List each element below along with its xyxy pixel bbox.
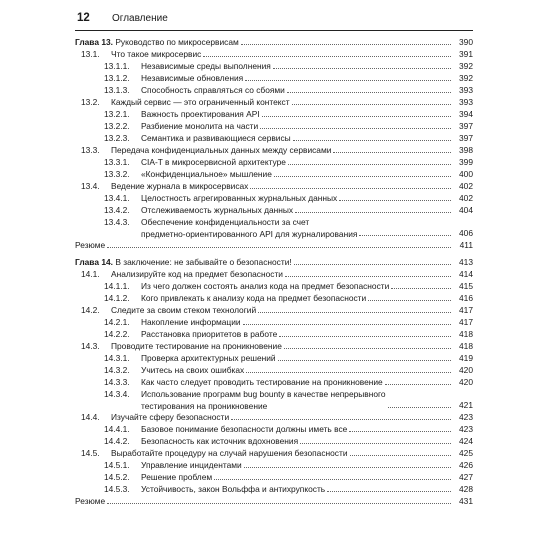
toc-entry-label <box>81 411 229 423</box>
entry-number: 13.1.2. <box>104 73 130 83</box>
toc-entry-sub <box>75 192 473 204</box>
entry-title-line: Важность проектирования API <box>141 109 260 119</box>
entry-title-line: Кого привлекать к анализу кода на предмет безопасности <box>141 293 367 303</box>
entry-title-line-2: тестирования на проникновение <box>141 401 268 411</box>
leader-dots <box>333 152 451 153</box>
entry-number: 14.1. <box>81 269 100 279</box>
toc-entry-sec <box>75 48 473 60</box>
toc-entry-sec <box>75 96 473 108</box>
entry-number: 14.4.1. <box>104 424 130 434</box>
leader-dots <box>385 384 451 385</box>
entry-title-line: Накопление информации <box>141 317 241 327</box>
entry-number: 14.5. <box>81 448 100 458</box>
entry-title <box>141 156 286 168</box>
toc-entry-label <box>104 388 386 412</box>
entry-number: 13.2. <box>81 97 100 107</box>
entry-title <box>141 328 277 340</box>
entry-number: 14.4. <box>81 412 100 422</box>
entry-number: 13.4.3. <box>104 217 130 227</box>
entry-number: 13.3. <box>81 145 100 155</box>
toc-entry-chap <box>75 256 473 268</box>
entry-title-line: Следите за своим стеком технологий <box>111 305 257 315</box>
page-ref: 423 <box>459 424 473 434</box>
toc-entry-sum <box>75 495 473 507</box>
page-ref: 431 <box>459 496 473 506</box>
leader-dots <box>279 336 451 337</box>
entry-number: 14.2.1. <box>104 317 130 327</box>
page-ref: 393 <box>459 85 473 95</box>
toc-entry-sub <box>75 483 473 495</box>
toc-entry-sub <box>75 292 473 304</box>
page-ref: 427 <box>459 472 473 482</box>
entry-number: 14.3. <box>81 341 100 351</box>
running-head: Оглавление <box>112 13 168 24</box>
toc-entry-chap <box>75 36 473 48</box>
entry-number: 14.3.4. <box>104 389 130 399</box>
chapter-label: Глава 13. <box>75 37 113 47</box>
toc-entry-sub <box>75 120 473 132</box>
table-of-contents <box>75 36 473 507</box>
entry-title-line: Резюме <box>75 496 106 506</box>
entry-number: 14.3.3. <box>104 377 130 387</box>
toc-entry-label <box>81 447 348 459</box>
leader-dots <box>284 348 451 349</box>
entry-title-line: «Конфиденциальное» мышление <box>141 169 272 179</box>
entry-title <box>141 72 243 84</box>
entry-title-line: Устойчивость, закон Вольффа и антихрупкость <box>141 484 326 494</box>
page-ref: 391 <box>459 49 473 59</box>
toc-entry-sub <box>75 388 473 411</box>
toc-entry-sec <box>75 340 473 352</box>
leader-dots <box>285 276 451 277</box>
entry-title <box>141 108 260 120</box>
leader-dots <box>258 312 451 313</box>
page-ref: 406 <box>459 228 473 238</box>
entry-title <box>141 192 337 204</box>
entry-title-line: Каждый сервис — это ограниченный контекст <box>111 97 290 107</box>
toc-entry-sum <box>75 239 473 251</box>
entry-number: 14.5.3. <box>104 484 130 494</box>
entry-number: 13.1. <box>81 49 100 59</box>
toc-entry-sub <box>75 364 473 376</box>
toc-entry-sub <box>75 328 473 340</box>
toc-entry-sub <box>75 72 473 84</box>
entry-number: 13.4. <box>81 181 100 191</box>
toc-entry-label <box>104 60 271 72</box>
page-ref: 416 <box>459 293 473 303</box>
page-ref: 421 <box>459 400 473 410</box>
entry-title-line: Целостность агрегированных журнальных данных <box>141 193 338 203</box>
entry-title <box>141 483 325 495</box>
entry-title <box>111 96 290 108</box>
entry-number: 13.2.1. <box>104 109 130 119</box>
page-ref: 404 <box>459 205 473 215</box>
page-ref: 420 <box>459 377 473 387</box>
page-ref: 392 <box>459 73 473 83</box>
entry-title-line: В заключение: не забывайте о безопасности! <box>115 257 292 267</box>
entry-number: 14.5.1. <box>104 460 130 470</box>
page-ref: 426 <box>459 460 473 470</box>
entry-title <box>115 36 238 48</box>
toc-entry-sub <box>75 352 473 364</box>
entry-number: 14.4.2. <box>104 436 130 446</box>
leader-dots <box>214 479 451 480</box>
leader-dots <box>250 188 451 189</box>
entry-title <box>141 132 291 144</box>
toc-entry-label <box>104 132 291 144</box>
toc-entry-sub <box>75 376 473 388</box>
toc-entry-sub <box>75 471 473 483</box>
entry-title <box>141 120 258 132</box>
toc-entry-sec <box>75 304 473 316</box>
toc-entry-sec <box>75 447 473 459</box>
leader-dots <box>246 372 451 373</box>
entry-title <box>111 447 348 459</box>
page-ref: 393 <box>459 97 473 107</box>
leader-dots <box>262 116 451 117</box>
toc-entry-label <box>104 84 285 96</box>
entry-title-line: Использование программ bug bounty в качестве непрерывного <box>141 389 386 399</box>
entry-title <box>111 144 331 156</box>
entry-title <box>141 435 298 447</box>
entry-title <box>141 352 276 364</box>
leader-dots <box>293 140 451 141</box>
toc-entry-label <box>75 239 105 251</box>
toc-entry-label <box>104 156 286 168</box>
entry-number: 13.3.2. <box>104 169 130 179</box>
entry-title <box>141 84 285 96</box>
toc-entry-sub <box>75 132 473 144</box>
toc-entry-sub <box>75 435 473 447</box>
toc-entry-sub <box>75 168 473 180</box>
toc-entry-sub <box>75 204 473 216</box>
entry-title <box>111 411 229 423</box>
page-ref: 413 <box>459 257 473 267</box>
leader-dots <box>292 104 451 105</box>
entry-title-line: Из чего должен состоять анализ кода на предмет безопасности <box>141 281 390 291</box>
toc-entry-label <box>104 376 383 388</box>
page-ref: 424 <box>459 436 473 446</box>
entry-number: 13.2.3. <box>104 133 130 143</box>
toc-entry-label <box>104 168 272 180</box>
toc-entry-sub <box>75 108 473 120</box>
entry-title-line: Выработайте процедуру на случай нарушения безопасности <box>111 448 348 458</box>
entry-title <box>141 292 366 304</box>
leader-dots <box>107 247 451 248</box>
toc-entry-label <box>75 495 105 507</box>
toc-entry-label <box>104 316 241 328</box>
toc-entry-label <box>104 471 212 483</box>
leader-dots <box>350 455 451 456</box>
page-ref: 418 <box>459 329 473 339</box>
page-ref: 417 <box>459 305 473 315</box>
entry-title <box>75 239 105 251</box>
toc-entry-label <box>104 192 337 204</box>
entry-number: 13.4.1. <box>104 193 130 203</box>
page-ref: 417 <box>459 317 473 327</box>
entry-number: 14.3.1. <box>104 353 130 363</box>
leader-dots <box>241 44 451 45</box>
entry-title-line: Руководство по микросервисам <box>115 37 239 47</box>
entry-title-line: Передача конфиденциальных данных между сервисами <box>111 145 332 155</box>
page-ref: 418 <box>459 341 473 351</box>
entry-title-line: Решение проблем <box>141 472 213 482</box>
entry-title <box>141 459 242 471</box>
page-ref: 428 <box>459 484 473 494</box>
toc-entry-sub <box>75 423 473 435</box>
page-ref: 411 <box>459 240 473 250</box>
entry-title-line: Как часто следует проводить тестирование на проникновение <box>141 377 383 387</box>
page-ref: 399 <box>459 157 473 167</box>
toc-entry-sub <box>75 459 473 471</box>
page-ref: 398 <box>459 145 473 155</box>
toc-entry-sub <box>75 316 473 328</box>
page-ref: 425 <box>459 448 473 458</box>
entry-title <box>141 280 389 292</box>
entry-title <box>141 216 357 240</box>
page-ref: 394 <box>459 109 473 119</box>
entry-title-line: CIA-T в микросервисной архитектуре <box>141 157 286 167</box>
entry-title <box>111 268 283 280</box>
page-ref: 392 <box>459 61 473 71</box>
leader-dots <box>327 491 451 492</box>
toc-entry-label <box>104 459 242 471</box>
toc-entry-label <box>75 36 239 48</box>
entry-number: 13.3.1. <box>104 157 130 167</box>
entry-title <box>111 340 282 352</box>
toc-entry-sub <box>75 156 473 168</box>
page-header <box>75 10 473 31</box>
entry-number: 13.2.2. <box>104 121 130 131</box>
entry-title <box>111 180 248 192</box>
page-ref: 414 <box>459 269 473 279</box>
leader-dots <box>391 288 451 289</box>
entry-number: 14.1.2. <box>104 293 130 303</box>
page-ref: 397 <box>459 121 473 131</box>
page-ref: 397 <box>459 133 473 143</box>
toc-entry-label <box>104 108 260 120</box>
entry-number: 14.5.2. <box>104 472 130 482</box>
entry-title <box>141 316 241 328</box>
entry-number: 13.4.2. <box>104 205 130 215</box>
toc-entry-label <box>104 364 244 376</box>
entry-title-line: Учитесь на своих ошибках <box>141 365 245 375</box>
entry-title <box>141 376 383 388</box>
leader-dots <box>278 360 451 361</box>
leader-dots <box>243 324 451 325</box>
page-ref: 420 <box>459 365 473 375</box>
leader-dots <box>300 443 451 444</box>
leader-dots <box>368 300 451 301</box>
entry-number: 14.2.2. <box>104 329 130 339</box>
entry-title <box>141 423 347 435</box>
page-ref: 390 <box>459 37 473 47</box>
entry-title <box>75 495 105 507</box>
leader-dots <box>349 431 451 432</box>
page-ref: 419 <box>459 353 473 363</box>
entry-title <box>111 48 201 60</box>
page-ref: 423 <box>459 412 473 422</box>
entry-title-line: Обеспечение конфиденциальности за счет <box>141 217 310 227</box>
toc-entry-sec <box>75 268 473 280</box>
toc-entry-label <box>104 216 357 240</box>
entry-title <box>141 204 293 216</box>
toc-entry-sub <box>75 280 473 292</box>
leader-dots <box>273 68 451 69</box>
toc-entry-label <box>81 268 283 280</box>
entry-title-line: Способность справляться со сбоями <box>141 85 285 95</box>
entry-title-line: Разбиение монолита на части <box>141 121 259 131</box>
toc-entry-sub <box>75 216 473 239</box>
chapter-label: Глава 14. <box>75 257 113 267</box>
toc-entry-label <box>104 72 243 84</box>
leader-dots <box>339 200 451 201</box>
leader-dots <box>388 407 451 408</box>
page-ref: 400 <box>459 169 473 179</box>
toc-entry-label <box>104 435 298 447</box>
toc-entry-label <box>81 48 201 60</box>
toc-entry-label <box>104 328 277 340</box>
leader-dots <box>260 128 451 129</box>
toc-entry-label <box>104 204 293 216</box>
entry-title-line: Ведение журнала в микросервисах <box>111 181 249 191</box>
entry-title-line: Управление инцидентами <box>141 460 242 470</box>
entry-title <box>141 364 244 376</box>
toc-entry-label <box>104 292 366 304</box>
entry-title <box>115 256 291 268</box>
entry-title-line-2: предметно-ориентированного API для журналирования <box>141 229 358 239</box>
toc-entry-sub <box>75 84 473 96</box>
toc-entry-sec <box>75 180 473 192</box>
leader-dots <box>107 503 451 504</box>
entry-title-line: Расстановка приоритетов в работе <box>141 329 278 339</box>
toc-entry-sub <box>75 60 473 72</box>
toc-entry-sec <box>75 411 473 423</box>
entry-title-line: Анализируйте код на предмет безопасности <box>111 269 283 279</box>
entry-title <box>141 168 272 180</box>
leader-dots <box>287 92 451 93</box>
toc-entry-label <box>81 304 256 316</box>
entry-number: 14.2. <box>81 305 100 315</box>
entry-number: 14.1.1. <box>104 281 130 291</box>
entry-title-line: Изучайте сферу безопасности <box>111 412 230 422</box>
toc-entry-label <box>81 144 331 156</box>
entry-title-line: Проводите тестирование на проникновение <box>111 341 282 351</box>
leader-dots <box>245 80 451 81</box>
entry-title-line: Резюме <box>75 240 106 250</box>
leader-dots <box>288 164 451 165</box>
entry-number: 13.1.1. <box>104 61 130 71</box>
entry-number: 13.1.3. <box>104 85 130 95</box>
leader-dots <box>231 419 451 420</box>
entry-title <box>141 388 386 412</box>
leader-dots <box>295 212 451 213</box>
page-number: 12 <box>77 12 90 24</box>
entry-title <box>111 304 256 316</box>
entry-title-line: Независимые обновления <box>141 73 244 83</box>
entry-title-line: Отслеживаемость журнальных данных <box>141 205 294 215</box>
toc-entry-sec <box>75 144 473 156</box>
toc-entry-label <box>104 120 258 132</box>
toc-entry-label <box>104 280 389 292</box>
entry-title-line: Проверка архитектурных решений <box>141 353 276 363</box>
toc-entry-label <box>75 256 292 268</box>
page-ref: 415 <box>459 281 473 291</box>
entry-title-line: Семантика и развивающиеся сервисы <box>141 133 291 143</box>
toc-entry-label <box>81 180 248 192</box>
leader-dots <box>203 56 451 57</box>
entry-title-line: Независимые среды выполнения <box>141 61 271 71</box>
page-ref: 402 <box>459 181 473 191</box>
leader-dots <box>294 264 451 265</box>
toc-entry-label <box>81 96 290 108</box>
toc-entry-label <box>81 340 282 352</box>
entry-title-line: Безопасность как источник вдохновения <box>141 436 299 446</box>
leader-dots <box>359 235 451 236</box>
entry-title <box>141 471 212 483</box>
toc-entry-label <box>104 483 325 495</box>
entry-title-line: Что такое микросервис <box>111 49 202 59</box>
entry-title <box>141 60 271 72</box>
leader-dots <box>274 176 451 177</box>
toc-entry-label <box>104 423 347 435</box>
page-ref: 402 <box>459 193 473 203</box>
toc-entry-label <box>104 352 276 364</box>
entry-title-line: Базовое понимание безопасности должны иметь все <box>141 424 348 434</box>
leader-dots <box>244 467 451 468</box>
entry-number: 14.3.2. <box>104 365 130 375</box>
